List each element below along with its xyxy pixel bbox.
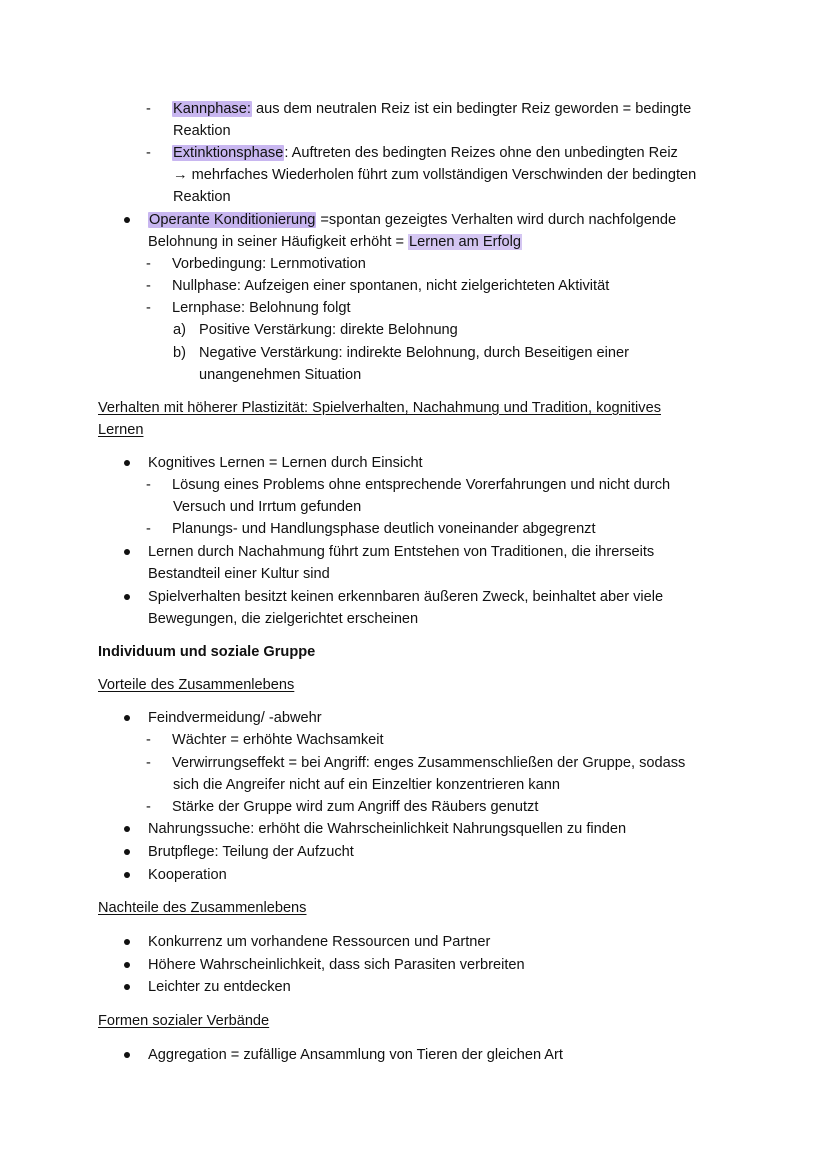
text-line: unangenehmen Situation bbox=[199, 367, 362, 383]
list-item: - Planungs- und Handlungsphase deutlich voneinander abgegrenzt bbox=[172, 519, 596, 539]
list-item: - Kannphase: aus dem neutralen Reiz ist ein bedingter Reiz geworden = bedingte bbox=[172, 99, 691, 119]
list-item: Lernen durch Nachahmung führt zum Entstehen von Traditionen, die ihrerseits bbox=[148, 544, 655, 560]
list-item: Leichter zu entdecken bbox=[148, 979, 291, 995]
text-line: → mehrfaches Wiederholen führt zum vollständigen Verschwinden der bedingten bbox=[173, 167, 697, 183]
text-line: Reaktion bbox=[173, 123, 231, 139]
page-heading: Individuum und soziale Gruppe bbox=[98, 644, 316, 660]
text-line: sich die Angreifer nicht auf ein Einzeltier konzentrieren kann bbox=[173, 777, 560, 793]
highlighted-term: Operante Konditionierung bbox=[149, 212, 316, 228]
list-item: - Lösung eines Problems ohne entsprechende Vorerfahrungen und nicht durch bbox=[172, 475, 670, 495]
list-item: Operante Konditionierung =spontan gezeigtes Verhalten wird durch nachfolgende bbox=[149, 212, 677, 228]
highlighted-term: Lernen am Erfolg bbox=[409, 234, 521, 250]
list-item: Brutpflege: Teilung der Aufzucht bbox=[148, 844, 354, 860]
list-item: Nahrungssuche: erhöht die Wahrscheinlichkeit Nahrungsquellen zu finden bbox=[148, 821, 627, 837]
section-heading: Verhalten mit höherer Plastizität: Spielverhalten, Nachahmung und Tradition, kognitives bbox=[98, 400, 661, 416]
list-item: Kognitives Lernen = Lernen durch Einsicht bbox=[148, 455, 423, 471]
list-item: - Wächter = erhöhte Wachsamkeit bbox=[172, 730, 384, 750]
list-item: a) Positive Verstärkung: direkte Belohnung bbox=[173, 322, 458, 338]
text-line: Bestandteil einer Kultur sind bbox=[148, 566, 330, 582]
text-line: Versuch und Irrtum gefunden bbox=[173, 499, 362, 515]
text-line: Reaktion bbox=[173, 189, 231, 205]
section-heading: Lernen bbox=[98, 422, 144, 438]
list-item: Kooperation bbox=[148, 867, 227, 883]
list-item: Konkurrenz um vorhandene Ressourcen und Partner bbox=[148, 934, 491, 950]
list-item: - Extinktionsphase: Auftreten des bedingten Reizes ohne den unbedingten Reiz bbox=[172, 143, 678, 163]
text-line: Bewegungen, die zielgerichtet erscheinen bbox=[148, 611, 419, 627]
list-item: b) Negative Verstärkung: indirekte Belohnung, durch Beseitigen einer bbox=[173, 345, 629, 361]
section-heading: Nachteile des Zusammenlebens bbox=[98, 900, 307, 916]
section-heading: Vorteile des Zusammenlebens bbox=[98, 677, 295, 693]
highlighted-term: Kannphase: bbox=[173, 101, 251, 117]
list-item: - Vorbedingung: Lernmotivation bbox=[172, 254, 366, 274]
list-item: - Nullphase: Aufzeigen einer spontanen, nicht zielgerichteten Aktivität bbox=[172, 276, 609, 296]
list-item: Aggregation = zufällige Ansammlung von Tieren der gleichen Art bbox=[148, 1047, 563, 1063]
highlighted-term: Extinktionsphase bbox=[173, 145, 284, 161]
section-heading: Formen sozialer Verbände bbox=[98, 1013, 270, 1029]
list-item: Feindvermeidung/ -abwehr bbox=[148, 710, 322, 726]
list-item: Spielverhalten besitzt keinen erkennbaren äußeren Zweck, beinhaltet aber viele bbox=[148, 589, 664, 605]
list-item: - Stärke der Gruppe wird zum Angriff des Räubers genutzt bbox=[172, 797, 538, 817]
list-item: - Lernphase: Belohnung folgt bbox=[172, 298, 351, 318]
list-item: Höhere Wahrscheinlichkeit, dass sich Parasiten verbreiten bbox=[148, 957, 525, 973]
text-line: Belohnung in seiner Häufigkeit erhöht = Lernen am Erfolg bbox=[148, 234, 521, 250]
list-item: - Verwirrungseffekt = bei Angriff: enges Zusammenschließen der Gruppe, sodass bbox=[172, 753, 685, 773]
